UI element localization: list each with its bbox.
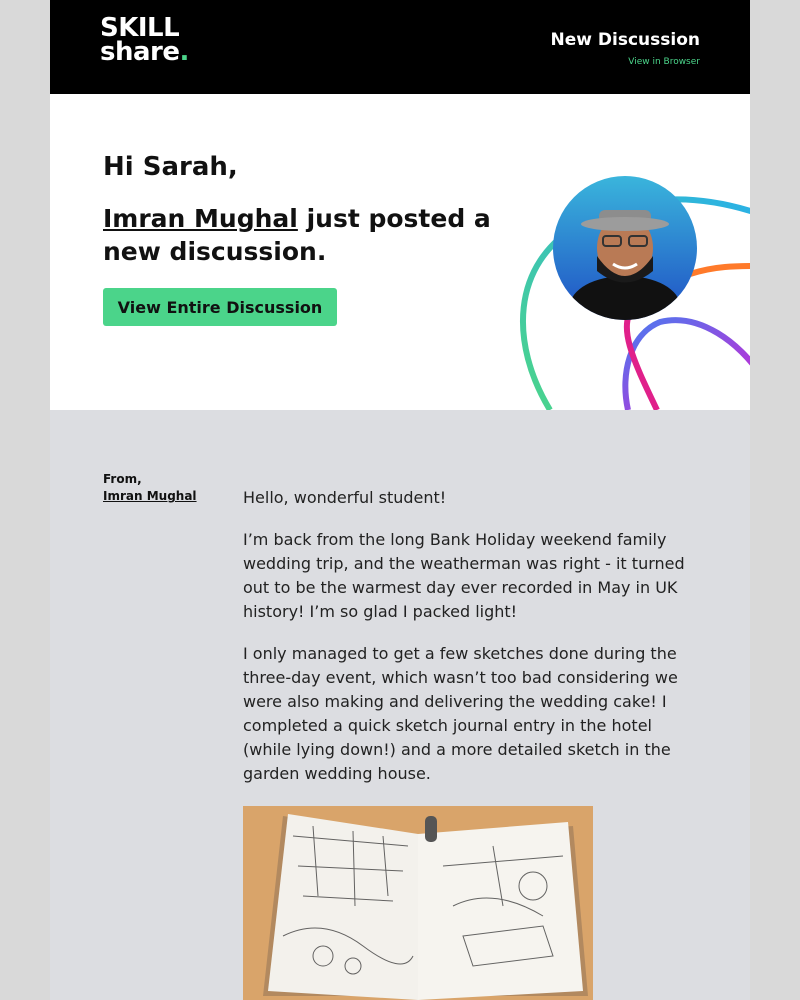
author-link[interactable]: Imran Mughal <box>103 204 298 233</box>
headline <box>103 202 503 268</box>
view-discussion-button[interactable]: View Entire Discussion <box>103 288 337 326</box>
paragraph-2: I’m back from the long Bank Holiday weekend family wedding trip, and the weatherman was right - it turned out to be the warmest day ever recorded in May in UK history! I’m so glad I packed light! <box>243 530 685 621</box>
from-label: From, <box>103 472 142 486</box>
paragraph-3: I only managed to get a few sketches done during the three-day event, which wasn’t too bad considering we were also making and delivering the wedding cake! I completed a quick sketch journal entry in the hotel (while lying down!) and a more detailed sketch in the garden wedding house. <box>243 644 678 783</box>
header-title: New Discussion <box>550 30 700 50</box>
greeting: Hi Sarah, <box>103 152 238 182</box>
paragraph-1: Hello, wonderful student! <box>243 488 447 507</box>
sketchbook-photo <box>243 806 593 1000</box>
logo-line-1: SKILL <box>100 13 180 43</box>
hero-section <box>50 94 750 410</box>
headline-text: just posted a new discussion. <box>103 204 491 266</box>
author-avatar <box>553 176 697 320</box>
email-header <box>50 0 750 94</box>
message-body <box>243 486 693 804</box>
skillshare-logo[interactable]: SKILL share. <box>100 13 189 67</box>
email-container <box>50 0 750 1000</box>
logo-line-2: share <box>100 37 180 67</box>
view-in-browser-link[interactable]: View in Browser <box>628 57 700 67</box>
from-author-link[interactable]: Imran Mughal <box>103 489 197 503</box>
